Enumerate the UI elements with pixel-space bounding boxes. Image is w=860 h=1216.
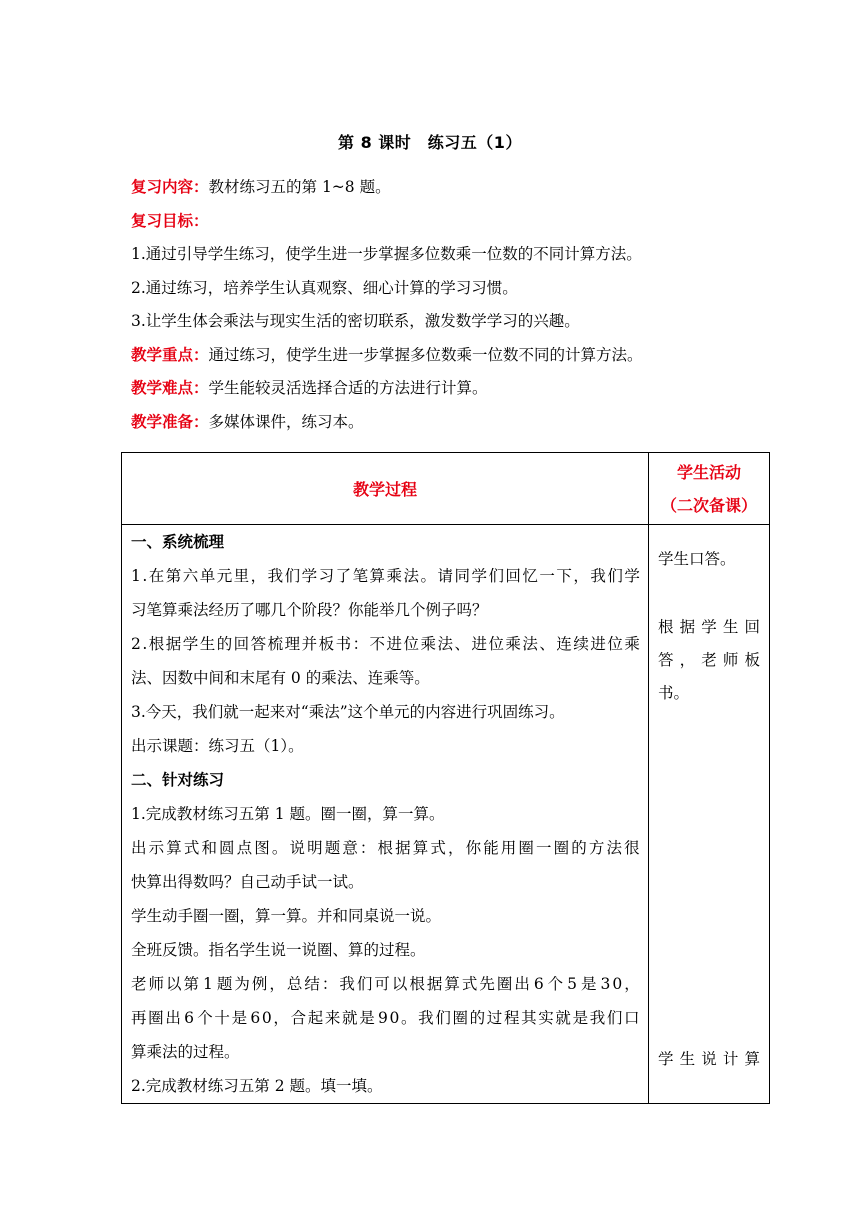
char: 我 — [267, 567, 284, 585]
note-char: 师 — [722, 651, 739, 669]
process-line — [131, 967, 640, 1001]
char: 回 — [505, 567, 521, 585]
char: 生 — [199, 635, 216, 653]
char: 了 — [335, 567, 352, 585]
char: 法 — [437, 635, 453, 653]
char: 圆 — [219, 839, 235, 857]
char: 我 — [339, 975, 355, 993]
meta-line — [131, 412, 771, 432]
char: 们 — [356, 975, 373, 993]
char: 是 — [359, 1009, 375, 1027]
char: 以 — [391, 975, 408, 993]
char: 们 — [607, 567, 623, 585]
char: ， — [250, 567, 267, 585]
meta-label: 教学难点： — [131, 379, 209, 397]
char: 的 — [571, 839, 587, 857]
note-char: 学 — [701, 618, 717, 636]
char: 们 — [488, 567, 504, 585]
char: 六 — [182, 567, 199, 585]
process-line: 学生动手圈一圈，算一算。并和同桌说一说。 — [131, 907, 442, 925]
meta-text: 1.通过引导学生练习，使学生进一步掌握多位数乘一位数的不同计算方法。 — [131, 245, 642, 263]
note-char: 生 — [722, 618, 739, 636]
meta-line — [131, 244, 771, 264]
process-line — [131, 1001, 640, 1035]
char: 单 — [199, 567, 216, 585]
char: 其 — [521, 1009, 537, 1027]
char: 学 — [182, 635, 199, 653]
char: 。 — [401, 1009, 417, 1027]
char: 你 — [465, 839, 482, 857]
char: 再 — [131, 1009, 147, 1027]
meta-line — [131, 311, 771, 331]
table-header-row — [122, 453, 770, 525]
char: 习 — [318, 567, 335, 585]
header-teaching-process: 教学过程 — [122, 453, 649, 525]
note-char: 学 — [658, 1050, 674, 1068]
char: 老 — [131, 975, 147, 993]
meta-line — [131, 278, 771, 298]
char: 忆 — [522, 567, 538, 585]
char: ： — [359, 839, 376, 857]
char: 我 — [589, 1009, 606, 1027]
note-char: 计 — [722, 1050, 739, 1068]
process-line — [131, 559, 640, 593]
char: 十 — [214, 1009, 230, 1027]
char: 个 — [197, 1009, 213, 1027]
char: ： — [321, 975, 338, 993]
char: 为 — [234, 975, 250, 993]
char: ， — [273, 1009, 289, 1027]
note-char: 据 — [679, 618, 696, 636]
char: 我 — [418, 1009, 434, 1027]
meta-text: 3.让学生体会乘法与现实生活的密切联系，激发数学学习的兴趣。 — [131, 312, 580, 330]
char: . — [142, 567, 148, 585]
process-line: 1.完成教材练习五第 1 题。圈一圈，算一算。 — [131, 805, 445, 823]
char: 合 — [290, 1009, 307, 1027]
char: 连 — [556, 635, 572, 653]
char: 以 — [166, 975, 182, 993]
meta-label: 教学准备： — [131, 413, 209, 431]
char: 理 — [284, 635, 301, 653]
char: 来 — [324, 1009, 341, 1027]
char: 过 — [486, 1009, 503, 1027]
char: 乘 — [420, 635, 437, 653]
char: 进 — [590, 635, 606, 653]
char: 程 — [503, 1009, 520, 1027]
char: 回 — [233, 635, 250, 653]
meta-label: 复习目标： — [131, 212, 209, 230]
char: 续 — [573, 635, 589, 653]
meta-text: 多媒体课件，练习本。 — [208, 413, 364, 431]
char: 例 — [251, 975, 268, 993]
char: 是 — [580, 975, 597, 993]
char: 0 — [261, 1009, 272, 1027]
char: 乘 — [624, 635, 640, 653]
note-char: 生 — [679, 1050, 696, 1068]
note-char: 板 — [744, 651, 760, 669]
char: 很 — [624, 839, 640, 857]
note-char: 答 — [658, 651, 674, 669]
header-student-activity — [649, 453, 770, 525]
char: 实 — [538, 1009, 554, 1027]
char: 和 — [201, 839, 217, 857]
char: 板 — [318, 635, 335, 653]
char: 同 — [454, 567, 470, 585]
char: 据 — [395, 839, 411, 857]
char: 书 — [335, 635, 352, 653]
char: 口 — [624, 1009, 640, 1027]
teaching-process-content — [122, 525, 649, 1104]
char: 进 — [386, 635, 403, 653]
char: 位 — [607, 635, 623, 653]
char: . — [142, 635, 148, 653]
process-line: 算乘法的过程。 — [131, 1043, 240, 1061]
char: 就 — [342, 1009, 358, 1027]
note-oral-answer: 学生口答。 — [658, 550, 736, 568]
char: 6 — [184, 1009, 194, 1027]
meta-label: 复习内容： — [131, 178, 209, 196]
char: ， — [573, 567, 589, 585]
char: 圈 — [518, 839, 534, 857]
char: 一 — [536, 839, 552, 857]
char: 说 — [289, 839, 305, 857]
char: 据 — [426, 975, 443, 993]
char: 可 — [374, 975, 390, 993]
char: 、 — [454, 635, 470, 653]
header-student-activity-line2: （二次备课） — [660, 495, 757, 515]
char: 们 — [606, 1009, 623, 1027]
char: 根 — [377, 839, 394, 857]
char: 学 — [471, 567, 487, 585]
char: 是 — [231, 1009, 248, 1027]
header-student-activity-line1: 学生活动 — [676, 462, 741, 482]
char: 第 — [165, 567, 182, 585]
section-heading: 二、针对练习 — [131, 771, 225, 789]
meta-line — [131, 378, 771, 398]
char: ， — [447, 839, 464, 857]
char: 1 — [202, 975, 213, 993]
section-heading: 一、系统梳理 — [131, 533, 225, 551]
note-char: ， — [679, 651, 696, 669]
char: 不 — [369, 635, 386, 653]
char: 式 — [461, 975, 478, 993]
char: 第 — [183, 975, 200, 993]
note-line — [658, 1043, 760, 1076]
char: 就 — [555, 1009, 571, 1027]
process-line: 3.今天，我们就一起来对“乘法”这个单元的内容进行巩固练习。 — [131, 703, 565, 721]
char: 乘 — [505, 635, 521, 653]
char: 法 — [522, 635, 538, 653]
char: 式 — [430, 839, 446, 857]
char: 笔 — [352, 567, 369, 585]
char: 出 — [165, 1009, 181, 1027]
char: 的 — [216, 635, 233, 653]
process-line: 快算出得数吗？自己动手试一试。 — [131, 873, 364, 891]
char: 里 — [233, 567, 250, 585]
char: 算 — [412, 839, 429, 857]
char: ： — [352, 635, 369, 653]
char: 圈 — [496, 975, 513, 993]
meta-line — [131, 177, 771, 197]
char: 圈 — [452, 1009, 468, 1027]
teaching-process-table — [121, 452, 770, 1104]
process-line — [131, 831, 640, 865]
note-explain-calc — [658, 1043, 760, 1076]
char: 算 — [369, 567, 386, 585]
char: 1 — [131, 567, 141, 585]
process-line — [131, 627, 640, 661]
char: 点 — [236, 839, 253, 857]
meta-line — [131, 345, 771, 365]
char: 明 — [307, 839, 323, 857]
meta-text: 2.通过练习，培养学生认真观察、细心计算的学习习惯。 — [131, 279, 518, 297]
note-line — [658, 611, 760, 644]
char: 6 — [533, 975, 544, 993]
student-activity-notes — [649, 525, 770, 1104]
char: 乘 — [386, 567, 403, 585]
char: 6 — [250, 1009, 261, 1027]
char: 意 — [342, 839, 358, 857]
char: 总 — [286, 975, 303, 993]
char: 先 — [479, 975, 495, 993]
char: 梳 — [267, 635, 284, 653]
char: 0 — [612, 975, 623, 993]
char: 根 — [148, 635, 165, 653]
char: 一 — [539, 567, 555, 585]
char: 的 — [469, 1009, 486, 1027]
note-char: 说 — [701, 1050, 717, 1068]
char: 示 — [148, 839, 165, 857]
char: 题 — [324, 839, 341, 857]
char: 式 — [183, 839, 200, 857]
char: 题 — [216, 975, 233, 993]
char: 并 — [301, 635, 318, 653]
char: 位 — [488, 635, 504, 653]
char: ， — [269, 975, 285, 993]
char: 是 — [572, 1009, 589, 1027]
char: 师 — [148, 975, 165, 993]
char: 圈 — [553, 839, 570, 857]
process-line: 法、因数中间和末尾有 0 的乘法、连乘等。 — [131, 669, 430, 687]
process-line: 出示课题：练习五（1）。 — [131, 737, 304, 755]
char: 算 — [166, 839, 182, 857]
char: 5 — [567, 975, 578, 993]
char: 9 — [377, 1009, 388, 1027]
char: 个 — [547, 975, 564, 993]
meta-text: 教材练习五的第 1~8 题。 — [208, 178, 391, 196]
note-char: 根 — [658, 618, 674, 636]
process-line: 习笔算乘法经历了哪几个阶段？你能举几个例子吗？ — [131, 601, 488, 619]
char: 结 — [304, 975, 320, 993]
char: 能 — [483, 839, 499, 857]
meta-text: 学生能较灵活选择合适的方法进行计算。 — [208, 379, 488, 397]
char: 位 — [403, 635, 420, 653]
char: 元 — [216, 567, 233, 585]
char: 圈 — [148, 1009, 164, 1027]
note-line: 书。 — [658, 684, 690, 702]
char: 图 — [254, 839, 270, 857]
char: 据 — [165, 635, 182, 653]
note-char: 老 — [701, 651, 717, 669]
char: 出 — [514, 975, 530, 993]
process-line: 全班反馈。指名学生说一说圈、算的过程。 — [131, 941, 426, 959]
char: 们 — [435, 1009, 451, 1027]
char: 们 — [284, 567, 301, 585]
char: 学 — [301, 567, 318, 585]
char: 下 — [556, 567, 572, 585]
char: 起 — [307, 1009, 324, 1027]
char: 在 — [148, 567, 165, 585]
char: 3 — [600, 975, 611, 993]
meta-line — [131, 211, 771, 231]
table-body-row — [122, 525, 770, 1104]
note-char: 算 — [744, 1050, 760, 1068]
process-line: 2.完成教材练习五第 2 题。填一填。 — [131, 1077, 383, 1095]
char: 。 — [420, 567, 437, 585]
char: 进 — [471, 635, 487, 653]
char: 请 — [437, 567, 453, 585]
char: 。 — [271, 839, 288, 857]
char: 法 — [403, 567, 420, 585]
char: 学 — [624, 567, 640, 585]
char: 用 — [500, 839, 517, 857]
note-board-writing — [658, 611, 760, 710]
meta-label: 教学重点： — [131, 346, 209, 364]
note-line — [658, 644, 760, 677]
char: 答 — [250, 635, 267, 653]
char: 出 — [131, 839, 147, 857]
page-title: 第 8 课时 练习五（1） — [338, 133, 522, 152]
char: 0 — [389, 1009, 400, 1027]
char: 我 — [590, 567, 606, 585]
char: 2 — [131, 635, 141, 653]
note-char: 回 — [744, 618, 760, 636]
char: 根 — [409, 975, 425, 993]
char: 、 — [539, 635, 555, 653]
char: ， — [624, 975, 640, 993]
char: 方 — [588, 839, 605, 857]
meta-text: 通过练习，使学生进一步掌握多位数乘一位数不同的计算方法。 — [208, 346, 643, 364]
char: 算 — [444, 975, 460, 993]
char: 法 — [606, 839, 622, 857]
